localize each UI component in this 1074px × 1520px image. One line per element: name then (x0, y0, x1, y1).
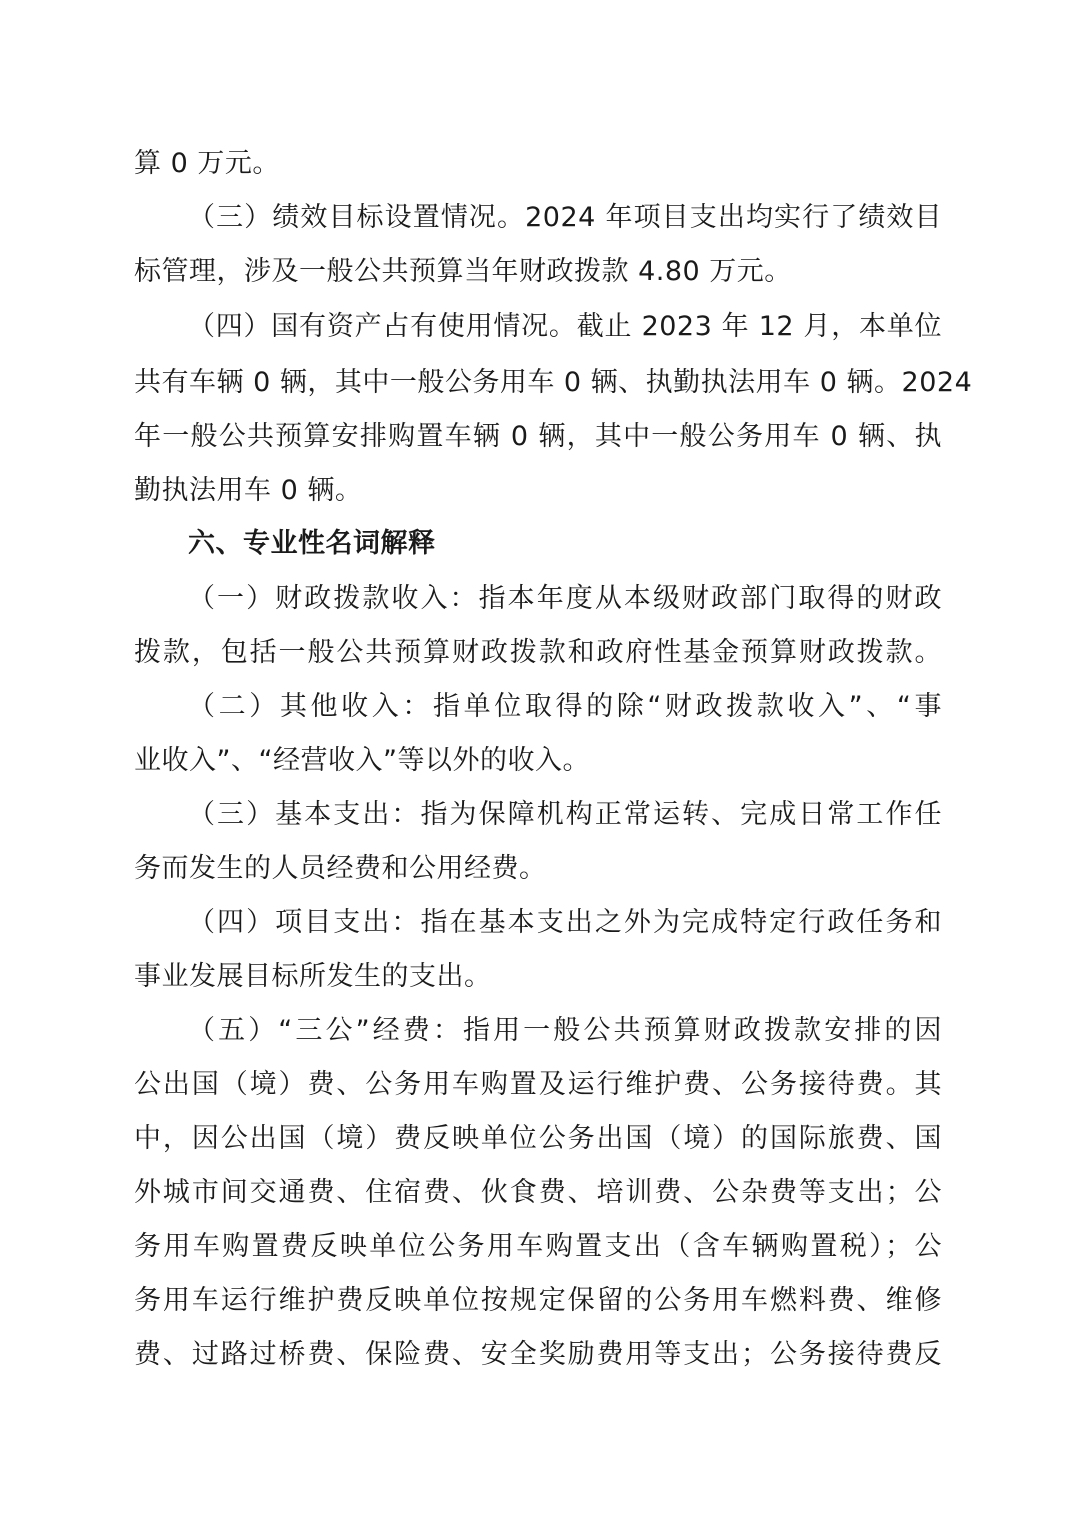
paragraph-line: （四）国有资产占有使用情况。截止 2023 年 12 月，本单位 (188, 311, 942, 342)
paragraph-line: （四）项目支出：指在基本支出之外为完成特定行政任务和 (188, 907, 942, 938)
paragraph-line: 共有车辆 0 辆，其中一般公务用车 0 辆、执勤执法用车 0 辆。2024 (134, 367, 973, 398)
paragraph-line: 外城市间交通费、住宿费、伙食费、培训费、公杂费等支出；公 (134, 1177, 942, 1208)
paragraph-line: 务用车购置费反映单位公务用车购置支出（含车辆购置税）；公 (134, 1231, 942, 1262)
paragraph-line: 事业发展目标所发生的支出。 (134, 961, 492, 992)
paragraph-line: 拨款，包括一般公共预算财政拨款和政府性基金预算财政拨款。 (134, 637, 942, 668)
paragraph-line: 业收入”、“经营收入”等以外的收入。 (134, 745, 590, 776)
paragraph-line: 中，因公出国（境）费反映单位公务出国（境）的国际旅费、国 (134, 1123, 942, 1154)
paragraph-line: 费、过路过桥费、保险费、安全奖励费用等支出；公务接待费反 (134, 1339, 942, 1370)
section-heading: 六、专业性名词解释 (188, 528, 436, 559)
paragraph-line: 勤执法用车 0 辆。 (134, 475, 363, 506)
paragraph-line: 标管理，涉及一般公共预算当年财政拨款 4.80 万元。 (134, 256, 792, 287)
paragraph-line: 务而发生的人员经费和公用经费。 (134, 853, 547, 884)
paragraph-line: （一）财政拨款收入：指本年度从本级财政部门取得的财政 (188, 583, 942, 614)
paragraph-line: 务用车运行维护费反映单位按规定保留的公务用车燃料费、维修 (134, 1285, 942, 1316)
paragraph-line: （三）基本支出：指为保障机构正常运转、完成日常工作任 (188, 799, 942, 830)
paragraph-line: （二）其他收入：指单位取得的除“财政拨款收入”、“事 (188, 691, 942, 722)
paragraph-line: （五）“三公”经费：指用一般公共预算财政拨款安排的因 (188, 1015, 942, 1046)
paragraph-line: 年一般公共预算安排购置车辆 0 辆，其中一般公务用车 0 辆、执 (134, 421, 942, 452)
paragraph-line: 公出国（境）费、公务用车购置及运行维护费、公务接待费。其 (134, 1069, 942, 1100)
paragraph-line: （三）绩效目标设置情况。2024 年项目支出均实行了绩效目 (188, 202, 942, 233)
paragraph-line: 算 0 万元。 (134, 148, 280, 179)
